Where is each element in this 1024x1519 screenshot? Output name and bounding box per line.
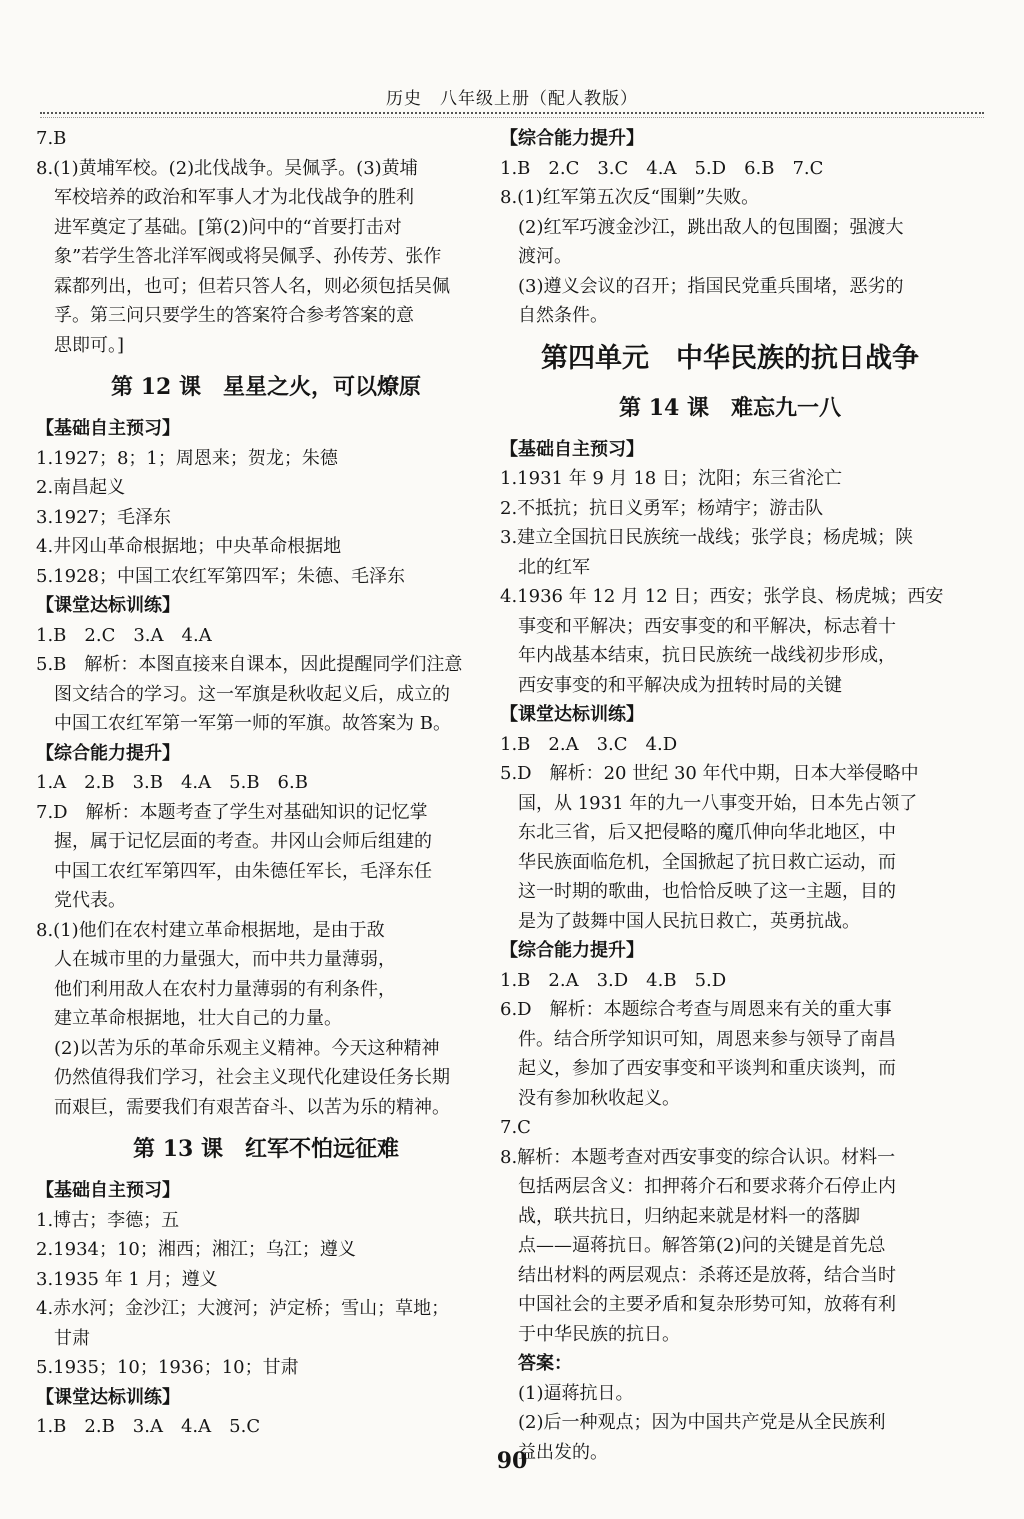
answer-line: 2.南昌起义 [36,477,126,498]
answer-line: 中国工农红军第一军第一师的军旗。故答案为 B。 [54,713,451,734]
answer-line: 8.(1)红军第五次反“围剿”失败。 [500,187,760,208]
answer-line: 进军奠定了基础。[第(2)问中的“首要打击对 [54,216,402,238]
answer-line: 思即可。] [54,334,125,356]
answer-line: 华民族面临危机，全国掀起了抗日救亡运动，而 [518,851,896,873]
answer-line: 3.1935 年 1 月；遵义 [36,1268,218,1290]
answer-line: 国，从 1931 年的九一八事变开始，日本先占领了 [518,792,918,814]
header-divider [40,112,984,114]
answer-line: 4.赤水河；金沙江；大渡河；泸定桥；雪山；草地； [36,1298,450,1319]
answer-line: 1.B 2.A 3.C 4.D [500,733,678,755]
section-heading: 【综合能力提升】 [500,128,644,149]
answer-line: 1.A 2.B 3.B 4.A 5.B 6.B [36,772,308,793]
answer-line: 益出发的。 [518,1441,608,1463]
header-divider-secondary [40,117,984,118]
answer-line: 军校培养的政治和军事人才为北伐战争的胜利 [54,187,414,208]
answer-line: 2.1934；10；湘西；湘江；乌江；遵义 [36,1239,356,1260]
page-number: 90 [496,1448,528,1474]
answer-line: 5.D 解析：20 世纪 30 年代中期，日本大举侵略中 [500,763,919,784]
answer-line: 5.B 解析：本图直接来自课本，因此提醒同学们注意 [36,654,463,675]
section-heading: 【课堂达标训练】 [500,704,644,725]
answer-line: 没有参加秋收起义。 [518,1087,680,1109]
page-header: 历史 八年级上册（配人教版） [386,89,638,109]
answer-line: (2)后一种观点；因为中国共产党是从全民族利 [518,1412,886,1433]
answer-line: 图文结合的学习。这一军旗是秋收起义后，成立的 [54,683,450,705]
lesson11-answers [36,124,496,360]
answer-line: 中国工农红军第四军，由朱德任军长，毛泽东任 [54,860,432,882]
answer-line: 象”若学生答北洋军阀或将吴佩孚、孙传芳、张作 [54,246,442,267]
answer-line: 人在城市里的力量强大，而中共力量薄弱， [54,949,396,970]
answer-line: 1.B 2.A 3.D 4.B 5.D [500,969,727,991]
answer-line: 5.1928；中国工农红军第四军；朱德、毛泽东 [36,565,405,587]
answer-line: 党代表。 [54,890,126,911]
answer-line: 于中华民族的抗日。 [518,1323,680,1345]
left-column [36,124,496,1442]
answer-line: 建立革命根据地，壮大自己的力量。 [54,1008,342,1029]
section-heading: 【综合能力提升】 [36,742,180,764]
answer-line: 包括两层含义：扣押蒋介石和要求蒋介石停止内 [518,1176,896,1197]
section-heading: 【课堂达标训练】 [36,1386,180,1408]
section-heading: 【基础自主预习】 [36,1180,180,1201]
section-heading: 【基础自主预习】 [36,418,180,439]
answer-line: 2.不抵抗；抗日义勇军；杨靖宇；游击队 [500,497,824,519]
answer-line: 7.C [500,1117,531,1138]
answer-line: 战，联共抗日，归纳起来就是材料一的落脚 [518,1205,860,1227]
answer-line: 他们利用敌人在农村力量薄弱的有利条件， [54,978,396,1000]
answer-line: 西安事变的和平解决成为扭转时局的关键 [518,674,842,696]
answer-line: 北的红军 [518,556,590,578]
answer-line: 仍然值得我们学习，社会主义现代化建设任务长期 [54,1067,450,1088]
section-heading: 【课堂达标训练】 [36,595,180,616]
right-column [500,124,960,1467]
answer-line: 孚。第三问只要学生的答案符合参考答案的意 [54,305,414,326]
answer-line: 6.D 解析：本题综合考查与周恩来有关的重大事 [500,999,892,1020]
answer-line: 1.1931 年 9 月 18 日；沈阳；东三省沦亡 [500,468,842,489]
answer-line: 自然条件。 [518,305,608,326]
answer-line: 东北三省，后又把侵略的魔爪伸向华北地区，中 [518,822,896,843]
lesson13-title: 第 13 课 红军不怕远征难 [133,1136,399,1162]
answer-line: 5.1935；10；1936；10；甘肃 [36,1357,299,1378]
lesson12-title: 第 12 课 星星之火，可以燎原 [111,374,421,400]
section-heading: 【基础自主预习】 [500,438,644,460]
section-heading: 【综合能力提升】 [500,940,644,961]
answer-line: 霖都列出，也可；但若只答人名，则必须包括吴佩 [54,275,450,297]
answer-line: 甘肃 [54,1327,90,1349]
answer-line: 年内战基本结束，抗日民族统一战线初步形成， [518,645,896,666]
answer-line: 4.1936 年 12 月 12 日；西安；张学良、杨虎城；西安 [500,586,944,607]
answer-line: 3.建立全国抗日民族统一战线；张学良；杨虎城；陕 [500,527,914,548]
answer-label: 答案： [518,1353,572,1374]
answer-line: 1.1927；8；1；周恩来；贺龙；朱德 [36,447,338,469]
answer-line: 8.解析：本题考查对西安事变的综合认识。材料一 [500,1146,896,1168]
answer-line: 8.(1)他们在农村建立革命根据地，是由于敌 [36,919,385,941]
lesson14-title: 第 14 课 难忘九一八 [619,394,841,421]
answer-line: 起义，参加了西安事变和平谈判和重庆谈判，而 [518,1058,896,1079]
answer-line: (2)以苦为乐的革命乐观主义精神。今天这种精神 [54,1037,440,1059]
answer-line: 3.1927；毛泽东 [36,506,171,528]
answer-line: 点——逼蒋抗日。解答第(2)问的关键是首先总 [518,1235,886,1256]
answer-line: 4.井冈山革命根据地；中央革命根据地 [36,536,342,557]
answer-line: (3)遵义会议的召开；指国民党重兵围堵，恶劣的 [518,275,904,297]
unit-title: 第四单元 中华民族的抗日战争 [541,342,919,374]
answer-line: 这一时期的歌曲，也恰恰反映了这一主题，目的 [518,881,896,902]
answer-line: 1.B 2.C 3.A 4.A [36,624,212,646]
answer-line: 7.B [36,128,67,149]
answer-line: 8.(1)黄埔军校。(2)北伐战争。吴佩孚。(3)黄埔 [36,157,418,179]
answer-line: 1.B 2.B 3.A 4.A 5.C [36,1416,261,1437]
answer-line: 而艰巨，需要我们有艰苦奋斗、以苦为乐的精神。 [54,1096,450,1118]
answer-line: 1.B 2.C 3.C 4.A 5.D 6.B 7.C [500,157,824,179]
answer-line: 握，属于记忆层面的考查。井冈山会师后组建的 [54,831,432,852]
answer-line: (2)红军巧渡金沙江，跳出敌人的包围圈；强渡大 [518,216,904,238]
answer-line: (1)逼蒋抗日。 [518,1382,634,1404]
answer-line: 1.博古；李德；五 [36,1209,180,1231]
answer-line: 7.D 解析：本题考查了学生对基础知识的记忆掌 [36,801,428,823]
answer-line: 渡河。 [518,246,572,267]
answer-line: 件。结合所学知识可知，周恩来参与领导了南昌 [518,1028,896,1050]
answer-line: 事变和平解决；西安事变的和平解决，标志着十 [518,615,896,637]
answer-line: 中国社会的主要矛盾和复杂形势可知，放蒋有利 [518,1294,896,1315]
answer-line: 结出材料的两层观点：杀蒋还是放蒋，结合当时 [518,1264,896,1286]
answer-line: 是为了鼓舞中国人民抗日救亡，英勇抗战。 [518,910,860,932]
